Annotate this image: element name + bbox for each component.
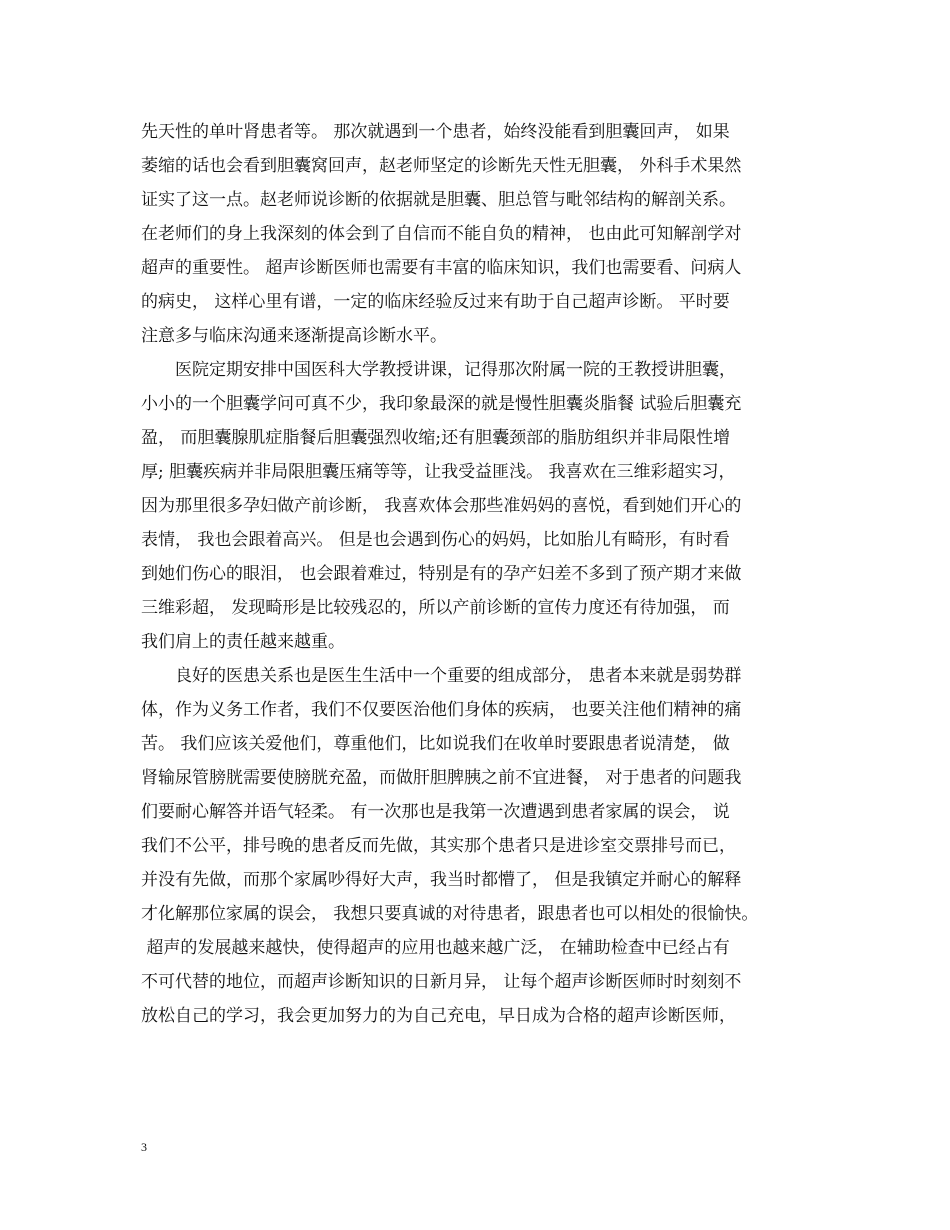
text-line: 们要耐心解答并语气轻柔。 有一次那也是我第一次遭遇到患者家属的误会， 说	[141, 802, 730, 822]
text-line: 到她们伤心的眼泪， 也会跟着难过，特别是有的孕产妇差不多到了预产期才来做	[141, 564, 742, 584]
text-line: 并没有先做，而那个家属吵得好大声，我当时都懵了， 但是我镇定并耐心的解释	[141, 870, 742, 890]
text-line: 我们不公平，排号晚的患者反而先做，其实那个患者只是进诊室交票排号而已，	[141, 836, 736, 856]
page-number: 3	[141, 1140, 147, 1154]
text-line: 盈， 而胆囊腺肌症脂餐后胆囊强烈收缩;还有胆囊颈部的脂肪组织并非局限性增	[141, 428, 731, 448]
text-line: 医院定期安排中国医科大学教授讲课，记得那次附属一院的王教授讲胆囊，	[141, 360, 736, 380]
text-line: 的病史， 这样心里有谱，一定的临床经验反过来有助于自己超声诊断。 平时要	[141, 292, 730, 312]
text-line: 我们肩上的责任越来越重。	[141, 632, 345, 652]
text-line: 肾输尿管膀胱需要使膀胱充盈，而做肝胆脾胰之前不宜进餐， 对于患者的问题我	[141, 768, 742, 788]
text-line: 厚; 胆囊疾病并非局限胆囊压痛等等，让我受益匪浅。 我喜欢在三维彩超实习，	[141, 462, 736, 482]
body-text	[141, 115, 821, 1033]
text-line: 萎缩的话也会看到胆囊窝回声，赵老师坚定的诊断先天性无胆囊， 外科手术果然	[141, 156, 742, 176]
text-line: 表情， 我也会跟着高兴。 但是也会遇到伤心的妈妈，比如胎儿有畸形，有时看	[141, 530, 730, 550]
text-line: 才化解那位家属的误会， 我想只要真诚的对待患者，跟患者也可以相处的很愉快。	[141, 904, 759, 924]
text-line: 注意多与临床沟通来逐渐提高诊断水平。	[141, 326, 447, 346]
text-line: 超声的重要性。 超声诊断医师也需要有丰富的临床知识，我们也需要看、问病人	[141, 258, 742, 278]
text-line: 体，作为义务工作者，我们不仅要医治他们身体的疾病， 也要关注他们精神的痛	[141, 700, 742, 720]
text-line: 在老师们的身上我深刻的体会到了自信而不能自负的精神， 也由此可知解剖学对	[141, 224, 742, 244]
text-line: 苦。 我们应该关爱他们，尊重他们，比如说我们在收单时要跟患者说清楚， 做	[141, 734, 730, 754]
text-line: 小小的一个胆囊学问可真不少，我印象最深的就是慢性胆囊炎脂餐 试验后胆囊充	[141, 394, 742, 414]
text-line: 证实了这一点。赵老师说诊断的依据就是胆囊、胆总管与毗邻结构的解剖关系。	[141, 190, 736, 210]
text-line: 不可代替的地位，而超声诊断知识的日新月异， 让每个超声诊断医师时时刻刻不	[141, 972, 742, 992]
text-line: 放松自己的学习，我会更加努力的为自己充电，早日成为合格的超声诊断医师，	[141, 1006, 736, 1026]
text-line: 超声的发展越来越快，使得超声的应用也越来越广泛， 在辅助检查中已经占有	[141, 938, 730, 958]
text-line: 三维彩超， 发现畸形是比较残忍的，所以产前诊断的宣传力度还有待加强， 而	[141, 598, 730, 618]
text-line: 因为那里很多孕妇做产前诊断， 我喜欢体会那些准妈妈的喜悦，看到她们开心的	[141, 496, 742, 516]
text-line: 先天性的单叶肾患者等。 那次就遇到一个患者，始终没能看到胆囊回声， 如果	[141, 122, 730, 142]
text-line: 良好的医患关系也是医生生活中一个重要的组成部分， 患者本来就是弱势群	[141, 666, 742, 686]
